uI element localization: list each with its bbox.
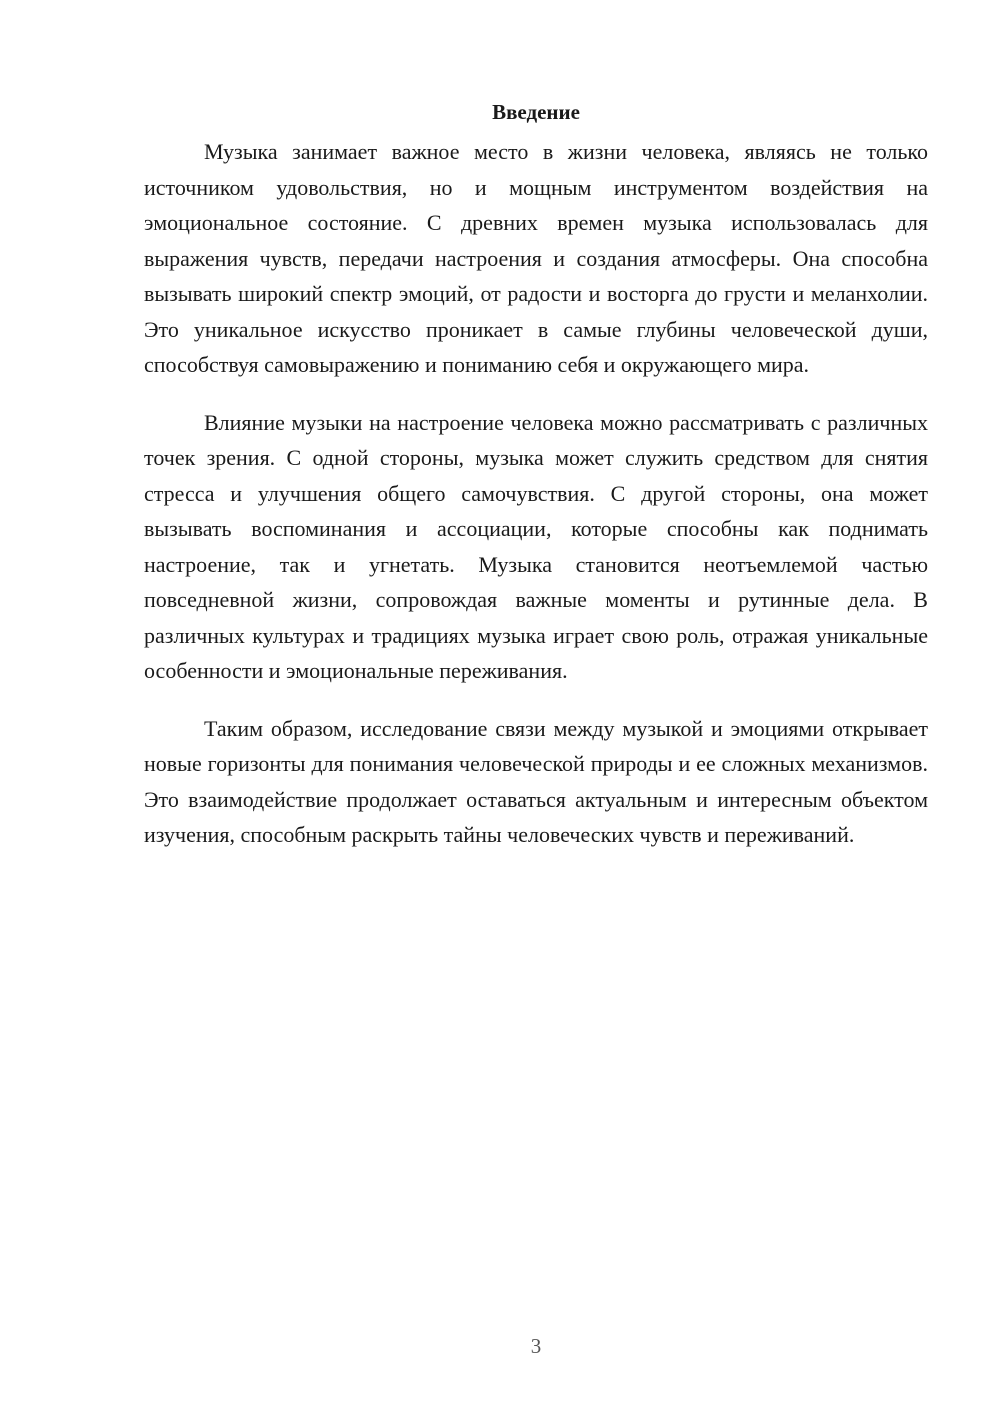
paragraph-1: Музыка занимает важное место в жизни человека, являясь не только источником удовольствия, но и мощным инструментом воздействия на эмоциональное состояние. С древних времен музыка использовалась для выражения чувств, передачи настроения и создания атмосферы. Она способна вызывать широкий спектр эмоций, от радости и восторга до грусти и меланхолии. Это уникальное искусство проникает в самые глубины человеческой души, способствуя самовыражению и пониманию себя и окружающего мира. (144, 139, 928, 377)
paragraph-2: Влияние музыки на настроение человека можно рассматривать с различных точек зрения. С одной стороны, музыка может служить средством для снятия стресса и улучшения общего самочувствия. С другой стороны, она может вызывать воспоминания и ассоциации, которые способны как поднимать настроение, так и угнетать. Музыка становится неотъемлемой частью повседневной жизни, сопровождая важные моменты и рутинные дела. В различных культурах и традициях музыка играет свою роль, отражая уникальные особенности и эмоциональные переживания. (144, 409, 928, 683)
page-content (144, 96, 928, 875)
paragraph-3: Таким образом, исследование связи между музыкой и эмоциями открывает новые горизонты для понимания человеческой природы и ее сложных механизмов. Это взаимодействие продолжает оставаться актуальным и интересным объектом изучения, способным раскрыть тайны человеческих чувств и переживаний. (144, 715, 928, 847)
section-heading: Введение (492, 100, 580, 124)
page-number: 3 (530, 1334, 542, 1358)
